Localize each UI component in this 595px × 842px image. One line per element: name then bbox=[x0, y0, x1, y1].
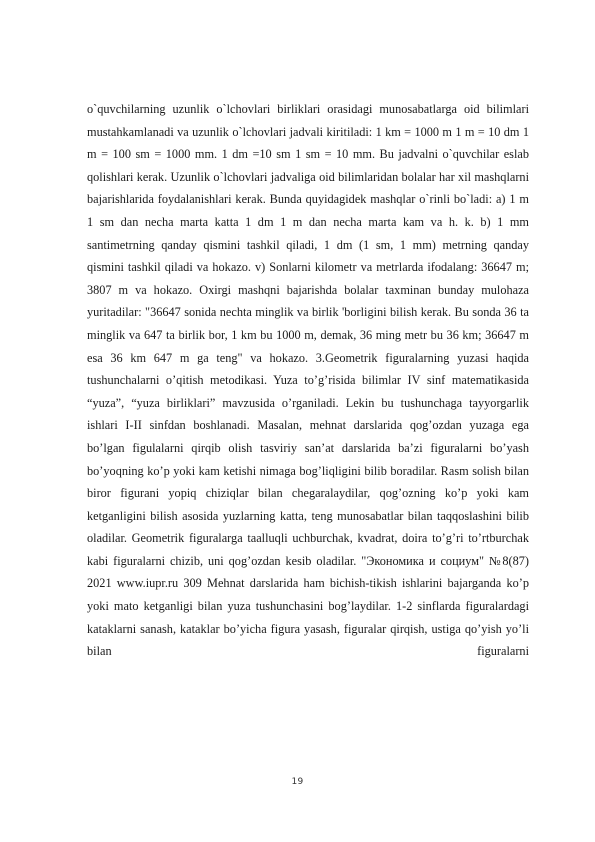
body-paragraph: o`quvchilarning uzunlik o`lchovlari birliklari orasidagi munosabatlarga oid bilimlari mustahkamlanadi va uzunlik o`lchovlari jadvali kiritiladi: 1 km = 1000 m 1 m = 10 dm 1 m = 100 sm = 1000 mm. 1 dm =10 sm 1 sm = 10 mm. Bu jadvalni o`quvchilar eslab qolishlari kerak. Uzunlik o`lchovlari jadvaliga oid bilimlaridan bolalar har xil mashqlarni bajarishlarida foydalanishlari kerak. Bunda quyidagidek mashqlar o`rinli bo`ladi: a) 1 m 1 sm dan necha marta katta 1 dm 1 m dan necha marta kam va h. k. b) 1 mm santimetrning qanday qismini tashkil qiladi, 1 dm (1 sm, 1 mm) metrning qanday qismini tashkil qiladi va hokazo. v) Sonlarni kilometr va metrlarda ifodalang: 36647 m; 3807 m va hokazo. Oxirgi mashqni bajarishda bolalar taxminan bunday mulohaza yuritadilar: "36647 sonida nechta minglik va birlik 'borligini bilish kerak. Bu sonda 36 ta minglik va 647 ta birlik bor, 1 km bu 1000 m, demak, 36 ming metr bu 36 km; 36647 m esa 36 km 647 m ga teng" va hokazo. 3.Geometrik figuralarning yuzasi haqida tushunchalarni o’qitish metodikasi. Yuza to’g’risida bilimlar IV sinf matematikasida “yuza”, “yuza birliklari” mavzusida o’rganiladi. Lekin bu tushunchaga tayyorgarlik ishlari I-II sinfdan boshlanadi. Masalan, mehnat darslarida qog’ozdan yuzaga ega bo’lgan figulalarni qirqib olish tasviriy san’at darslarida ba’zi figuralarni bo’yash bo’yoqning ko’p yoki kam ketishi nimaga bog’liqligini bilib boradilar. Rasm solish bilan biror figurani yopiq chiziqlar bilan chegaralaydilar, qog’ozning ko’p yoki kam ketganligini bilish asosida yuzlarning katta, teng munosabatlar bilan taqqoslashini bilib oladilar. Geometrik figuralarga taalluqli uchburchak, kvadrat, doira to’g’ri to’rtburchak kabi figuralarni chizib, uni qog’ozdan kesib oladilar. "Экономика и социум" №8(87) 2021 www.iupr.ru 309 Mehnat darslarida ham bichish-tikish ishlarini bajarganda ko’p yoki mato ketganligi bilan yuza tushunchasini bog’laydilar. 1-2 sinflarda figuralardagi kataklarni sanash, kataklar bo’yicha figura yasash, figuralar qirqish, ustiga qo’yish yo’li bilan figuralarni bbox=[87, 102, 529, 659]
page-number: 19 bbox=[291, 777, 304, 787]
